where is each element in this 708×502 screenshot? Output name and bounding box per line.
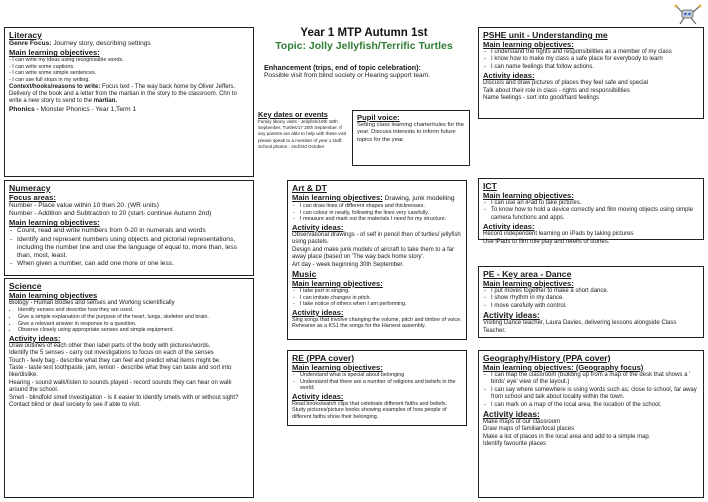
literacy-objectives-heading: Main learning objectives: bbox=[9, 48, 100, 58]
pe-objective: - I show rhythm in my dance. bbox=[483, 295, 699, 302]
geography-panel bbox=[478, 350, 704, 498]
page-title: Year 1 MTP Autumn 1st bbox=[300, 27, 428, 39]
pshe-objectives-heading: Main learning objectives: bbox=[483, 40, 574, 49]
genre-label: Genre Focus: bbox=[9, 40, 52, 47]
numeracy-focus-heading: Focus areas: bbox=[9, 193, 56, 202]
music-objective: - I take notice of others when I am performing. bbox=[292, 301, 462, 308]
music-heading: Music bbox=[292, 269, 317, 280]
context-text: Focus text - The way back home by Oliver Jeffers. Delivery of the book and a letter from the martian in the story to the classroom. Chn to write a new story to send to the bbox=[9, 83, 237, 105]
title-block bbox=[258, 26, 470, 108]
literacy-objective: - I can use full stops in my writing. bbox=[9, 76, 90, 83]
topic-title: Topic: Jolly Jellyfish/Terrific Turtles bbox=[275, 40, 453, 52]
science-panel bbox=[4, 278, 254, 498]
music-objective: - I can imitate changes in pitch. bbox=[292, 295, 462, 302]
music-objective: - I take part in singing. bbox=[292, 288, 462, 295]
enhancement-label: Enhancement (trips, end of topic celebration): bbox=[264, 63, 421, 72]
literacy-panel bbox=[4, 27, 254, 177]
numeracy-objective: - Count, read and write numbers from 0-20 in numerals and words bbox=[9, 227, 249, 235]
geo-activity: Make maps of our classroom bbox=[483, 419, 561, 426]
ict-heading: ICT bbox=[483, 181, 497, 191]
pupil-voice-text: Setting class learning charter/rules for the year. Discuss interests to inform future topics for the year. bbox=[357, 122, 464, 143]
science-activity: Hearing - sound walk/listen to sounds played - record sounds they can hear on walk around the school. bbox=[9, 379, 232, 394]
pshe-activity: Talk about their role in class - rights and responsibilities bbox=[483, 87, 630, 94]
re-objective: - Understand what is special about belonging bbox=[292, 372, 462, 379]
numeracy-objective: - Identify and represent numbers using objects and pictorial representations, including the number line and use the language of equal to, more than, less than, most, least. bbox=[9, 236, 249, 261]
geo-objective: - I can map the classroom (building up from a map of the desk that shows a ' birds' eye' view of the layout.) bbox=[483, 372, 699, 387]
science-objective: • Give a relevant answer in response to a question. bbox=[18, 321, 249, 328]
ict-activity: Record independent learning on iPads by taking pictures bbox=[483, 231, 634, 238]
pshe-objective: - I understand the rights and responsibilities as a member of my class bbox=[483, 49, 699, 56]
geo-heading: Geography/History (PPA cover) bbox=[483, 353, 611, 363]
art-dt-panel bbox=[287, 180, 467, 340]
art-activity: Design and make junk models of aircraft to take them to a far away place (based on 'The way back home story'. bbox=[292, 246, 455, 261]
pupil-voice-heading: Pupil voice: bbox=[357, 113, 400, 122]
geo-objective: - I can say where somewhere is using words such as; close to school, far away from school and talk about locality within the town. bbox=[483, 387, 699, 402]
pshe-activity-heading: Activity ideas: bbox=[483, 71, 535, 81]
ict-panel bbox=[478, 178, 704, 245]
phonics-text: Monster Phonics - Year 1,Term 1 bbox=[38, 105, 137, 113]
science-activity: Draw outlines of each other then label parts of the body with pictures/words. bbox=[9, 342, 211, 349]
science-objective: • Give a simple explanation of the purpose of the heart, lungs, skeleton and brain. bbox=[18, 314, 249, 321]
art-objective: - I measure and mark out the materials I need for my structure. bbox=[292, 216, 462, 223]
ict-objective: - To know how to hold a device correctly and film moving objects using simple camera functions and apps. bbox=[483, 207, 699, 222]
pe-heading: PE - Key area - Dance bbox=[483, 269, 572, 279]
key-dates-text: Family library visits - Jellyfish/19th 18th September, Turtles/17 20th September. If any parents are able to help with these visit please speak to a member of year 1 staff. School photos - 2nd/3rd October bbox=[258, 119, 347, 149]
art-heading: Art & DT bbox=[292, 183, 327, 193]
music-activity-heading: Activity ideas: bbox=[292, 307, 344, 317]
re-panel bbox=[287, 350, 467, 426]
pe-objectives-heading: Main learning objectives: bbox=[483, 279, 574, 288]
literacy-objective: - I can write some captions. bbox=[9, 63, 75, 70]
science-objective: • Identify senses and describe how they are used. bbox=[18, 307, 249, 314]
numeracy-focus: Number - Addition and Subtraction to 20 (start- continue Autumn 2nd) bbox=[9, 210, 212, 218]
geo-objective: - I can mark on a map of the local area, the location of the school. bbox=[483, 402, 699, 409]
art-activity: Art day - week beginning 30th September. bbox=[292, 261, 404, 268]
geo-activity: Identify favourite places bbox=[483, 441, 547, 448]
science-objective: • Observe closely using appropriate senses and simple equipment. bbox=[18, 327, 249, 334]
numeracy-objectives-heading: Main learning objectives: bbox=[9, 218, 100, 228]
genre-text: Journey story, describing settings bbox=[51, 40, 151, 47]
re-activity-heading: Activity ideas: bbox=[292, 391, 344, 401]
pshe-heading: PSHE unit - Understanding me bbox=[483, 30, 608, 40]
enhancement-text: Possible visit from blind society or Hearing support team. bbox=[264, 72, 431, 79]
re-activity: Read books/watch clips that celebrate different faiths and beliefs. bbox=[292, 400, 448, 407]
pe-activities: Visiting Dance teacher, Laura Davies, delivering lessons alongside Class Teacher. bbox=[483, 320, 677, 334]
literacy-heading: Literacy bbox=[9, 30, 42, 40]
art-activity-heading: Activity ideas: bbox=[292, 222, 344, 232]
ict-activity: Use iPads to film role play and retells of stories. bbox=[483, 238, 610, 245]
ict-activity-heading: Activity ideas: bbox=[483, 222, 535, 232]
science-activity-heading: Activity ideas: bbox=[9, 333, 61, 343]
science-activity: Identify the 5 senses - carry out investigations to focus on each of the senses bbox=[9, 350, 214, 357]
literacy-objective: - I can write my ideas using recognisable words. bbox=[9, 57, 124, 64]
science-intro: Biology - Human Bodies and senses and Working scientifically bbox=[9, 300, 175, 306]
pshe-panel bbox=[478, 27, 704, 119]
science-activity: Contact blind or deaf society to see if able to visit. bbox=[9, 402, 141, 409]
re-objective: - Understand that there are a number of religions and beliefs in the world; bbox=[292, 379, 462, 392]
context-label: Context/hooks/reasons to write: bbox=[9, 83, 101, 90]
art-objective: - I can draw lines of different shapes and thicknesses. bbox=[292, 203, 462, 210]
art-activity: Observational drawings - of self in pencil then of turtles/ jellyfish using pastels. bbox=[292, 231, 461, 246]
science-activity: Touch - feely bag - describe what they can feel and predict what items might be. bbox=[9, 357, 221, 364]
music-objectives-heading: Main learning objectives: bbox=[292, 279, 383, 289]
numeracy-heading: Numeracy bbox=[9, 183, 51, 193]
pupil-voice-panel bbox=[352, 110, 470, 166]
science-objectives-heading: Main learning objectives bbox=[9, 291, 98, 300]
numeracy-objective: - When given a number, can add one more or one less. bbox=[9, 260, 249, 268]
re-objectives-heading: Main learning objectives: bbox=[292, 363, 383, 372]
geo-activity: Draw maps of familiar/local places bbox=[483, 426, 575, 433]
art-objectives-heading: Main learning objectives: bbox=[292, 193, 383, 202]
pshe-objective: - I know how to make my class a safe place for everybody to learn bbox=[483, 56, 699, 63]
context-end: martian. bbox=[93, 98, 118, 105]
re-activity: Study pictures/picture books showing examples of how people of different faiths show their belonging. bbox=[292, 407, 447, 420]
re-heading: RE (PPA cover) bbox=[292, 353, 355, 363]
pe-activity-heading: Activity ideas: bbox=[483, 310, 540, 321]
geo-activity: Make a list of places in the local area and add to a simple map. bbox=[483, 433, 651, 440]
robot-icon bbox=[672, 2, 704, 26]
geo-objectives-heading: Main learning objectives: (Geography focus) bbox=[483, 363, 644, 372]
science-heading: Science bbox=[9, 281, 42, 291]
key-dates-heading: Key dates or events bbox=[258, 110, 328, 119]
pe-objective: - I put moves together to make a short dance. bbox=[483, 288, 699, 295]
science-activity: Taste - taste test toothpaste, jam, lemon - describe what they can taste and sort into like/dislike. bbox=[9, 365, 232, 379]
pshe-activity: Discuss and draw pictures of places they feel safe and special bbox=[483, 80, 649, 87]
art-objective: - I can colour in neatly, following the lines very carefully. bbox=[292, 210, 462, 217]
pshe-activity: Name feelings - sort into good/hard feelings bbox=[483, 95, 600, 102]
geo-activity-heading: Activity ideas: bbox=[483, 409, 540, 420]
numeracy-focus: Number - Place value within 10 then 20. (WR units) bbox=[9, 202, 159, 209]
pe-panel bbox=[478, 266, 704, 338]
art-objectives-tail: Drawing, junk modelling bbox=[382, 195, 455, 202]
numeracy-panel bbox=[4, 180, 254, 276]
key-dates-panel bbox=[258, 110, 350, 170]
ict-objective: - I can use an iPad to take pictures. bbox=[483, 200, 699, 207]
literacy-objective: - I can write some simple sentences. bbox=[9, 70, 97, 77]
pshe-objective: - I can name feelings that follow actions. bbox=[483, 64, 699, 71]
phonics-label: Phonics - bbox=[9, 105, 39, 113]
science-activity: Smell - blindfold smell investigation - is it easier to identify smells with or without sight? bbox=[9, 394, 239, 401]
ict-objectives-heading: Main learning objectives: bbox=[483, 191, 574, 200]
pe-objective: - I move carefully with control. bbox=[483, 303, 699, 310]
music-activities: Sing songs that involve changing the volume, pitch and timbre of voice. Rehearse as a KS1 the songs for the Harvest assembly. bbox=[292, 316, 462, 330]
